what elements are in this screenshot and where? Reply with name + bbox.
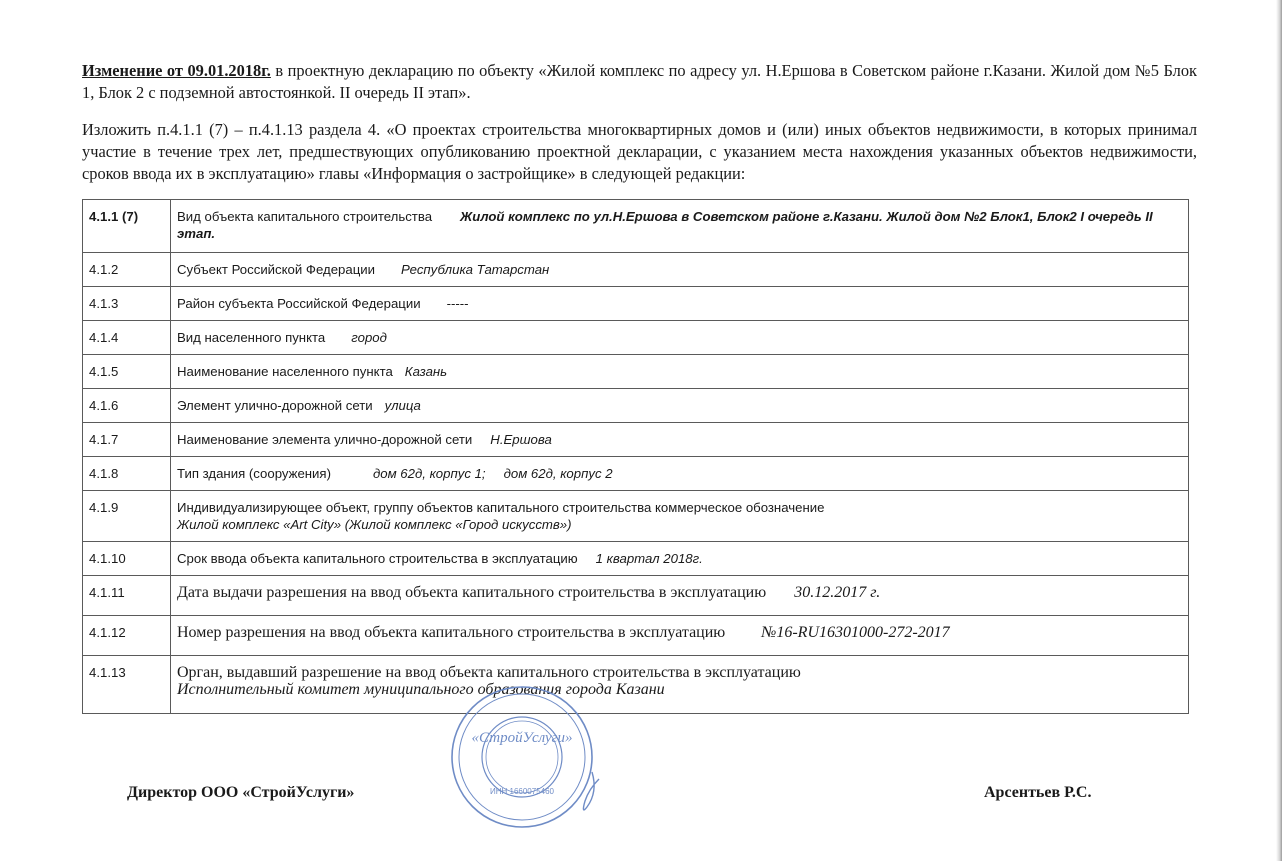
row-value: Казань — [404, 364, 448, 379]
row-value: 1 квартал 2018г. — [595, 551, 703, 566]
intro-text — [82, 60, 1197, 104]
table-row — [83, 656, 1189, 714]
row-label: Наименование элемента улично-дорожной сети — [177, 432, 473, 447]
page-edge-shadow — [1276, 0, 1282, 861]
row-number: 4.1.12 — [83, 616, 171, 656]
row-label: Тип здания (сооружения) — [177, 466, 331, 481]
row-label: Субъект Российской Федерации — [177, 262, 375, 277]
row-value: ----- — [446, 296, 469, 311]
row-label: Район субъекта Российской Федерации — [177, 296, 421, 311]
table-row — [83, 200, 1189, 253]
table-row — [83, 491, 1189, 542]
director-name: Арсентьев Р.С. — [984, 784, 1092, 801]
company-stamp — [432, 682, 612, 832]
row-value: Н.Ершова — [490, 432, 552, 447]
row-number: 4.1.7 — [83, 423, 171, 457]
row-number: 4.1.11 — [83, 576, 171, 616]
developer-info-table — [82, 199, 1189, 714]
row-label: Дата выдачи разрешения на ввод объекта капитального строительства в эксплуатацию — [177, 584, 767, 601]
row-number: 4.1.13 — [83, 656, 171, 714]
row-label: Индивидуализирующее объект, группу объектов капитального строительства коммерческое обозначение — [177, 500, 825, 515]
table-row — [83, 542, 1189, 576]
row-number: 4.1.5 — [83, 355, 171, 389]
instruction-paragraph: Изложить п.4.1.1 (7) – п.4.1.13 раздела 4. «О проектах строительства многоквартирных домов и (или) иных объектов недвижимости, в которых принимал участие в течение трех лет, предшествующих опубликованию проектной декларации, с указанием места нахождения указанных объектов недвижимости, сроков ввода их в эксплуатацию» главы «Информация о застройщике» в следующей редакции: — [82, 120, 1197, 183]
row-number: 4.1.10 — [83, 542, 171, 576]
row-number: 4.1.3 — [83, 287, 171, 321]
intro-body: в проектную декларацию по объекту «Жилой комплекс по адресу ул. Н.Ершова в Советском районе г.Казани. Жилой дом №5 Блок 1, Блок 2 с подземной автостоянкой. II очередь II этап». — [82, 61, 1197, 102]
table-row — [83, 576, 1189, 616]
director-title: Директор ООО «СтройУслуги» — [127, 784, 355, 801]
table-row — [83, 457, 1189, 491]
row-value: город — [351, 330, 387, 345]
row-number: 4.1.8 — [83, 457, 171, 491]
row-number: 4.1.2 — [83, 253, 171, 287]
row-value: дом 62д, корпус 1; — [372, 466, 486, 481]
row-value: Исполнительный комитет муниципального образования города Казани — [177, 681, 665, 698]
row-number: 4.1.1 (7) — [83, 200, 171, 253]
table-row — [83, 355, 1189, 389]
stamp-center-text: «СтройУслуги» — [471, 730, 573, 746]
row-label: Наименование населенного пункта — [177, 364, 393, 379]
row-number: 4.1.9 — [83, 491, 171, 542]
row-value: №16-RU16301000-272-2017 — [761, 624, 950, 641]
row-value: 30.12.2017 г. — [794, 584, 881, 601]
table-row — [83, 389, 1189, 423]
row-value: Жилой комплекс по ул.Н.Ершова в Советском районе г.Казани. Жилой дом №2 Блок1, Блок2 I очередь II этап. — [177, 209, 1153, 241]
row-label: Вид населенного пункта — [177, 330, 326, 345]
table-row — [83, 287, 1189, 321]
row-label: Элемент улично-дорожной сети — [177, 398, 373, 413]
table-row — [83, 616, 1189, 656]
row-label: Вид объекта капитального строительства — [177, 209, 433, 224]
row-number: 4.1.4 — [83, 321, 171, 355]
row-label: Номер разрешения на ввод объекта капитального строительства в эксплуатацию — [177, 624, 726, 641]
table-row — [83, 423, 1189, 457]
change-date-heading: Изменение от 09.01.2018г. — [82, 61, 271, 80]
stamp-inn-text: ИНН 1660075460 — [489, 787, 555, 796]
table-row — [83, 253, 1189, 287]
table-row — [83, 321, 1189, 355]
row-label: Срок ввода объекта капитального строительства в эксплуатацию — [177, 551, 578, 566]
row-number: 4.1.6 — [83, 389, 171, 423]
row-label: Орган, выдавший разрешение на ввод объекта капитального строительства в эксплуатацию — [177, 664, 801, 681]
row-value: Республика Татарстан — [400, 262, 550, 277]
row-value-2: дом 62д, корпус 2 — [503, 466, 613, 481]
row-value: улица — [384, 398, 421, 413]
row-value: Жилой комплекс «Art City» (Жилой комплекс «Город искусств») — [177, 517, 572, 532]
